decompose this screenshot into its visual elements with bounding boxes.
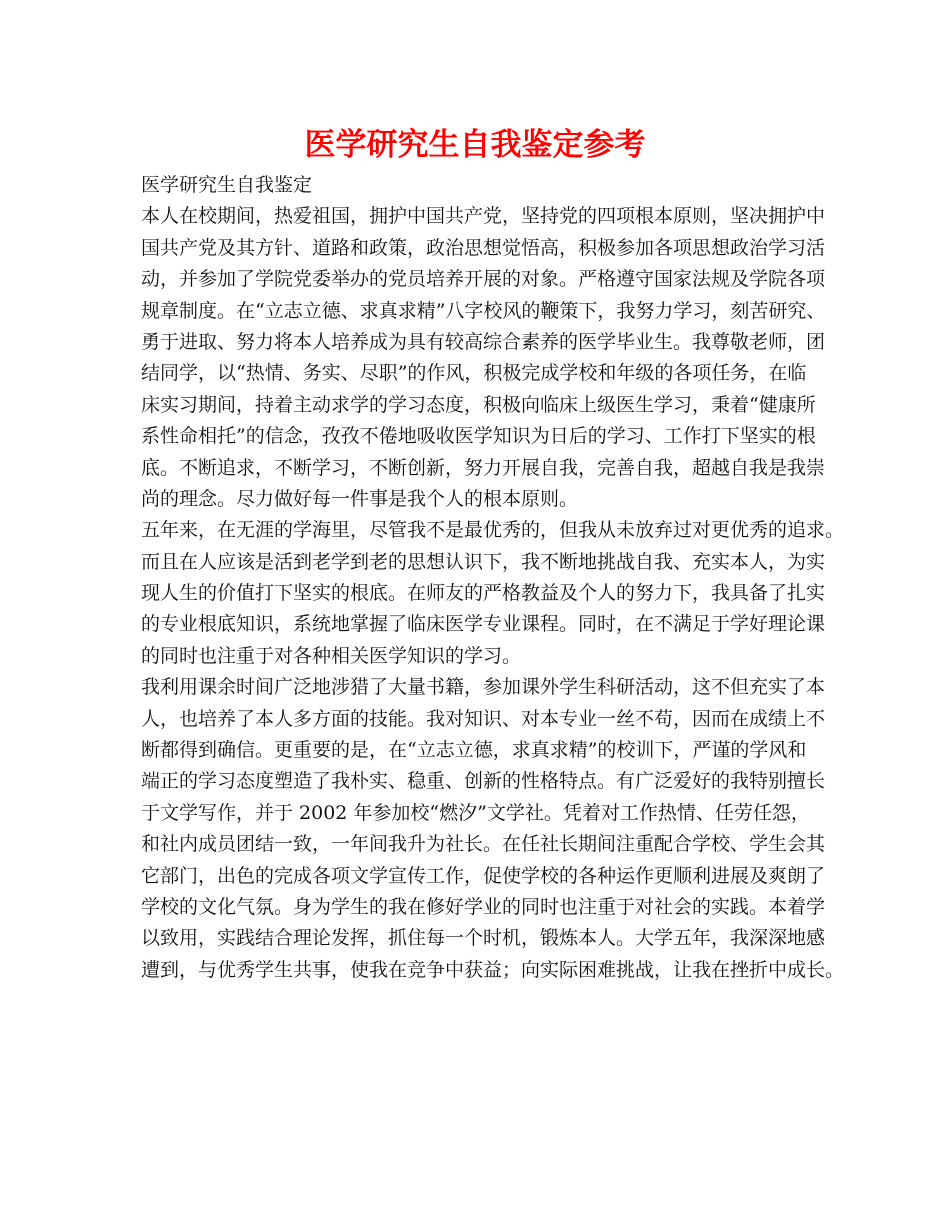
text-line: 它部门，出色的完成各项文学宣传工作，促使学校的各种运作更顺利进展及爽朗了 [141,864,826,887]
text-line: 我利用课余时间广泛地涉猎了大量书籍，参加课外学生科研活动，这不但充实了本 [141,676,826,699]
text-line: 而且在人应该是活到老学到老的思想认识下，我不断地挑战自我、充实本人，为实 [141,550,826,573]
text-line: 遭到，与优秀学生共事，使我在竞争中获益；向实际困难挑战，让我在挫折中成长。 [141,958,845,981]
text-line: 于文学写作，并于 2002 年参加校“燃汐”文学社。凭着对工作热情、任劳任怨， [141,801,810,824]
text-line: 和社内成员团结一致，一年间我升为社长。在任社长期间注重配合学校、学生会其 [141,833,826,856]
text-line: 结同学，以“热情、务实、尽职”的作风，积极完成学校和年级的各项任务，在临 [141,362,807,385]
text-line: 国共产党及其方针、道路和政策，政治思想觉悟高，积极参加各项思想政治学习活 [141,236,826,259]
text-line: 五年来，在无涯的学海里，尽管我不是最优秀的，但我从未放弃过对更优秀的追求。 [141,519,845,542]
text-line: 动，并参加了学院党委举办的党员培养开展的对象。严格遵守国家法规及学院各项 [141,268,826,291]
text-line: 端正的学习态度塑造了我朴实、稳重、创新的性格特点。有广泛爱好的我特别擅长 [141,770,826,793]
text-line: 本人在校期间，热爱祖国，拥护中国共产党，坚持党的四项根本原则，坚决拥护中 [141,205,826,228]
document-body [141,170,845,986]
text-line: 的专业根底知识，系统地掌握了临床医学专业课程。同时，在不满足于学好理论课 [141,613,826,636]
text-line: 系性命相托”的信念，孜孜不倦地吸收医学知识为日后的学习、工作打下坚实的根 [141,425,816,448]
text-line: 现人生的价值打下坚实的根底。在师友的严格教益及个人的努力下，我具备了扎实 [141,582,826,605]
text-line: 规章制度。在“立志立德、求真求精”八字校风的鞭策下，我努力学习，刻苦研究、 [141,299,826,322]
text-line: 床实习期间，持着主动求学的学习态度，积极向临床上级医生学习，秉着“健康所 [141,393,816,416]
document-title: 医学研究生自我鉴定参考 [304,127,646,163]
text-line: 以致用，实践结合理论发挥，抓住每一个时机，锻炼本人。大学五年，我深深地感 [141,927,826,950]
text-line: 断都得到确信。更重要的是，在“立志立德，求真求精”的校训下，严谨的学风和 [141,739,807,762]
text-line: 尚的理念。尽力做好每一件事是我个人的根本原则。 [141,487,579,510]
text-line: 医学研究生自我鉴定 [141,174,313,196]
text-line: 的同时也注重于对各种相关医学知识的学习。 [141,644,522,667]
text-line: 人，也培养了本人多方面的技能。我对知识、对本专业一丝不苟，因而在成绩上不 [141,707,826,730]
text-line: 勇于进取、努力将本人培养成为具有较高综合素养的医学毕业生。我尊敬老师，团 [141,330,826,353]
text-line: 学校的文化气氛。身为学生的我在修好学业的同时也注重于对社会的实践。本着学 [141,895,826,918]
text-line: 底。不断追求，不断学习，不断创新，努力开展自我，完善自我，超越自我是我崇 [141,456,826,479]
